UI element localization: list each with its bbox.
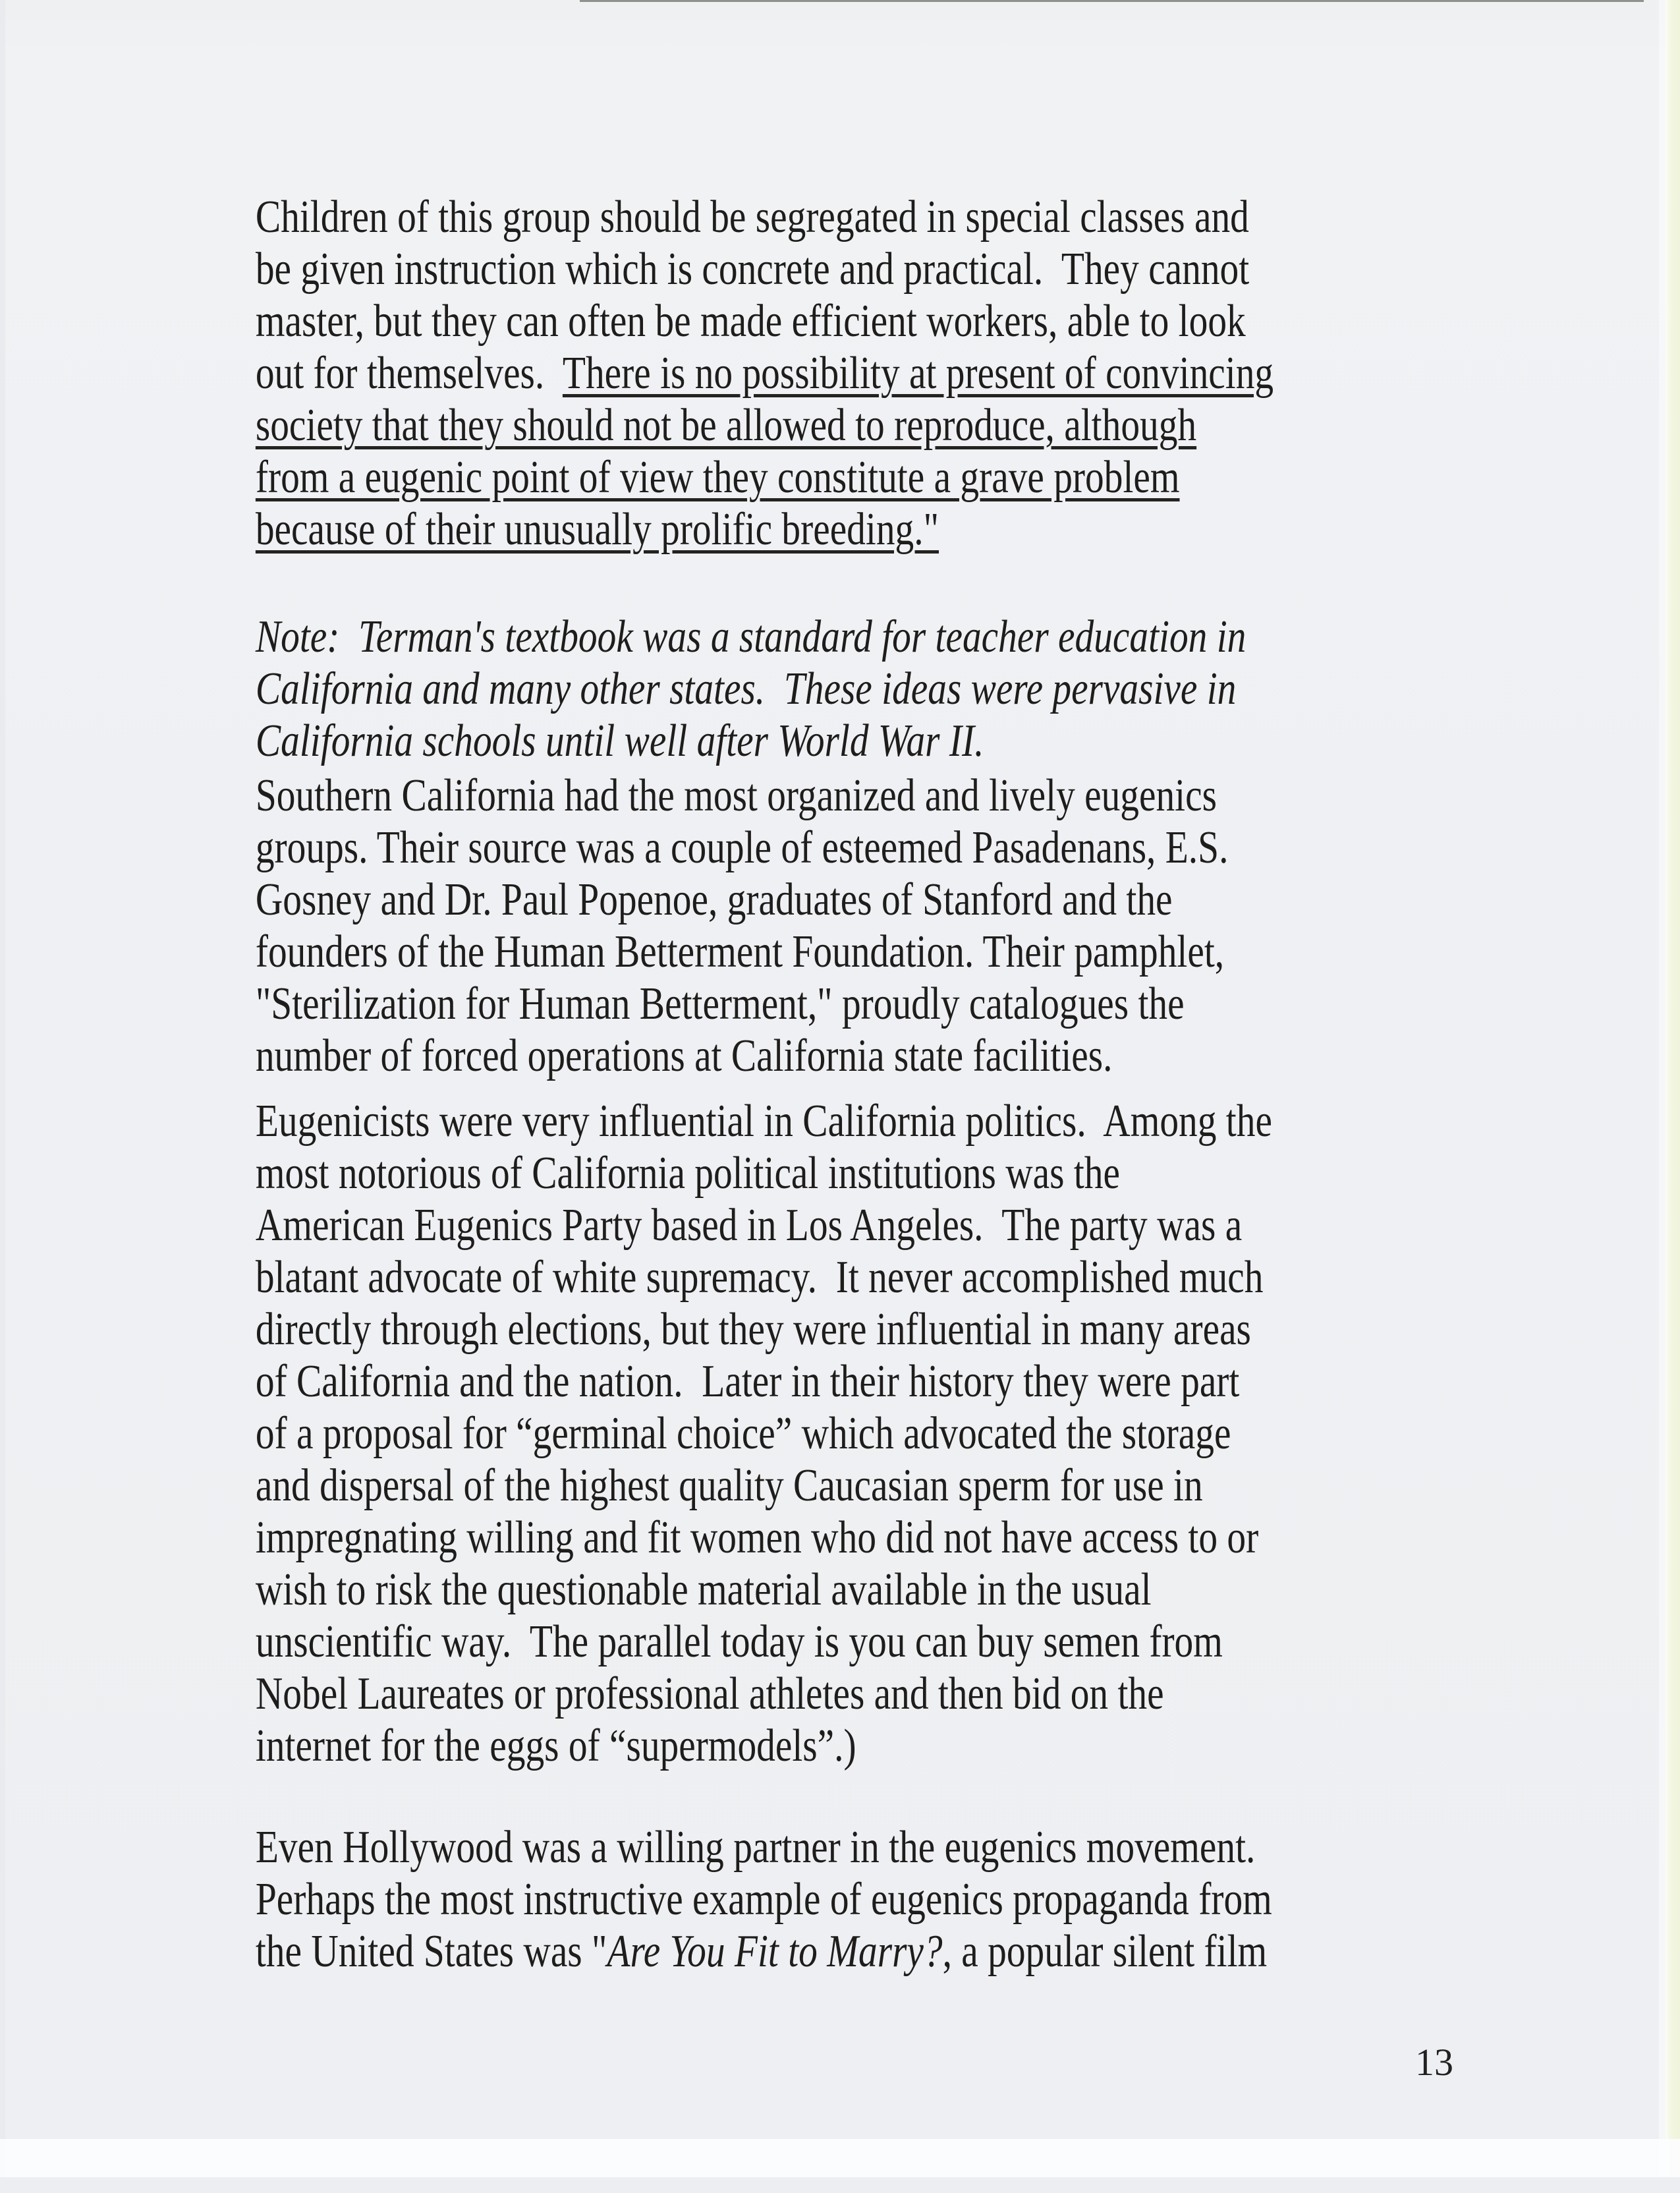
text-line [256,1030,1498,1082]
text-segment: blatant advocate of white supremacy. It never accomplished much [255,1252,1264,1303]
text-segment: out for themselves. [255,348,563,399]
terman-quote-paragraph [256,191,1498,555]
text-line [256,611,1498,663]
text-line [256,1873,1498,1925]
text-line [256,822,1498,874]
text-line [256,1460,1498,1512]
text-segment: most notorious of California political institutions was the [255,1148,1120,1199]
text-line [256,770,1498,822]
text-line [256,1925,1498,1978]
text-segment: of a proposal for “germinal choice” which advocated the storage [255,1408,1231,1459]
text-line [256,347,1498,399]
text-segment: Note: Terman's textbook was a standard for teacher education in [255,612,1246,662]
text-segment: Gosney and Dr. Paul Popenoe, graduates of Stanford and the [255,874,1173,925]
text-segment: and dispersal of the highest quality Caucasian sperm for use in [255,1460,1203,1511]
underlined-text-segment: because of their unusually prolific breeding." [255,504,939,555]
text-line [256,1303,1498,1355]
text-line [256,1668,1498,1720]
text-segment: Southern California had the most organized and lively eugenics [255,770,1217,821]
text-line [256,715,1498,767]
text-segment: of California and the nation. Later in their history they were part [255,1356,1240,1407]
underlined-text-segment: There is no possibility at present of convincing [562,348,1274,399]
text-segment: American Eugenics Party based in Los Angeles. The party was a [255,1200,1243,1251]
text-line [256,978,1498,1030]
text-line [256,1616,1498,1668]
text-segment: number of forced operations at California state facilities. [255,1031,1113,1081]
text-segment: , a popular silent film [942,1926,1268,1977]
text-line [256,1147,1498,1199]
text-segment: wish to risk the questionable material available in the usual [255,1564,1152,1615]
underlined-text-segment: society that they should not be allowed to reproduce, although [255,400,1197,451]
eugenics-politics-paragraph [256,1095,1498,1772]
text-segment: impregnating willing and fit women who did not have access to or [255,1512,1259,1563]
text-segment: founders of the Human Betterment Foundation. Their pamphlet, [255,926,1225,977]
text-segment: Perhaps the most instructive example of eugenics propaganda from [255,1874,1272,1925]
text-segment: groups. Their source was a couple of esteemed Pasadenans, E.S. [255,822,1229,873]
text-line [256,1821,1498,1873]
text-line [256,1720,1498,1772]
text-line [256,1512,1498,1564]
text-segment: Children of this group should be segregated in special classes and [255,192,1249,242]
italic-title-segment: Are You Fit to Marry? [607,1926,943,1977]
text-line [256,1564,1498,1616]
text-segment: "Sterilization for Human Betterment," proudly catalogues the [255,979,1185,1029]
text-line [256,295,1498,347]
text-segment: California and many other states. These ideas were pervasive in [255,664,1237,714]
text-line [256,1251,1498,1303]
text-line [256,1199,1498,1251]
teacher-education-note [256,611,1498,767]
underlined-text-segment: from a eugenic point of view they constitute a grave problem [255,452,1180,503]
text-segment: Nobel Laureates or professional athletes and then bid on the [255,1668,1164,1719]
text-segment: Even Hollywood was a willing partner in the eugenics movement. [255,1822,1256,1873]
text-line [256,1355,1498,1408]
text-segment: be given instruction which is concrete and practical. They cannot [255,244,1250,295]
text-line [256,926,1498,978]
text-line [256,243,1498,295]
text-segment: master, but they can often be made efficient workers, able to look [255,296,1246,347]
text-segment: unscientific way. The parallel today is you can buy semen from [255,1616,1223,1667]
text-line [256,1095,1498,1147]
text-line [256,874,1498,926]
text-line [256,399,1498,451]
text-segment: the United States was " [255,1926,607,1977]
text-line [256,191,1498,243]
text-line [256,1408,1498,1460]
southern-california-paragraph [256,770,1498,1082]
text-segment: directly through elections, but they were influential in many areas [255,1304,1251,1355]
text-segment: California schools until well after World War II. [255,716,984,766]
text-line [256,663,1498,715]
text-segment: internet for the eggs of “supermodels”.) [255,1721,856,1771]
text-line [256,503,1498,555]
text-segment: Eugenicists were very influential in California politics. Among the [255,1096,1272,1147]
page-number: 13 [1415,2041,1453,2084]
text-line [256,451,1498,503]
hollywood-paragraph [256,1821,1498,1978]
